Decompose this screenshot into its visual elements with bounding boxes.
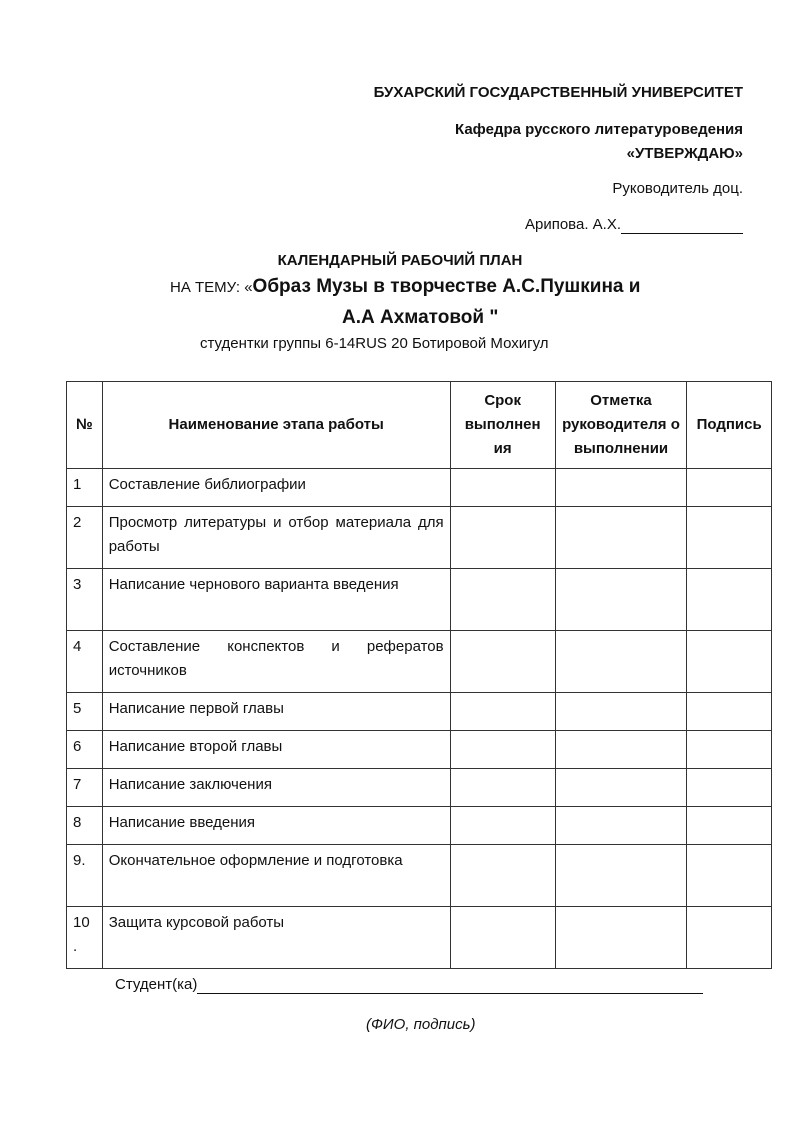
- row-srok-cell[interactable]: [450, 807, 555, 845]
- row-srok-cell[interactable]: [450, 907, 555, 969]
- approve-stamp: «УТВЕРЖДАЮ»: [626, 145, 743, 162]
- row-otmetka-cell[interactable]: [555, 569, 687, 631]
- row-num: 8: [67, 807, 103, 845]
- table-row: [67, 569, 772, 631]
- row-podpis-cell[interactable]: [687, 769, 772, 807]
- row-otmetka-cell[interactable]: [555, 631, 687, 693]
- row-num: 1: [67, 469, 103, 507]
- topic-prefix: НА ТЕМУ: «: [170, 279, 253, 296]
- table-row: [67, 907, 772, 969]
- university-name: БУХАРСКИЙ ГОСУДАРСТВЕННЫЙ УНИВЕРСИТЕТ: [373, 84, 743, 101]
- row-podpis-cell[interactable]: [687, 845, 772, 907]
- row-name: Написание заключения: [102, 769, 450, 807]
- row-otmetka-cell[interactable]: [555, 769, 687, 807]
- row-otmetka-cell[interactable]: [555, 469, 687, 507]
- table-row: [67, 845, 772, 907]
- row-num: 7: [67, 769, 103, 807]
- supervisor-name: Арипова. А.Х.: [524, 216, 621, 233]
- table-row: [67, 807, 772, 845]
- row-podpis-cell[interactable]: [687, 693, 772, 731]
- header-podpis: Подпись: [687, 382, 772, 469]
- row-num: 3: [67, 569, 103, 631]
- signature-underline: [621, 216, 743, 234]
- row-num: 4: [67, 631, 103, 693]
- row-num: 5: [67, 693, 103, 731]
- header-num: №: [67, 382, 103, 469]
- fio-hint: (ФИО, подпись): [366, 1016, 476, 1033]
- row-otmetka-cell[interactable]: [555, 507, 687, 569]
- work-plan-table: [66, 381, 772, 969]
- row-name: Написание первой главы: [102, 693, 450, 731]
- table-row: [67, 731, 772, 769]
- row-podpis-cell[interactable]: [687, 631, 772, 693]
- student-label: Студент(ка): [115, 976, 198, 993]
- topic-title-1: Образ Музы в творчестве А.С.Пушкина и: [252, 276, 641, 297]
- row-podpis-cell[interactable]: [687, 469, 772, 507]
- table-row: [67, 507, 772, 569]
- row-otmetka-cell[interactable]: [555, 807, 687, 845]
- table-row: [67, 631, 772, 693]
- row-srok-cell[interactable]: [450, 469, 555, 507]
- row-podpis-cell[interactable]: [687, 569, 772, 631]
- plan-title: КАЛЕНДАРНЫЙ РАБОЧИЙ ПЛАН: [277, 252, 523, 269]
- header-srok: Срок выполнен ия: [450, 382, 555, 469]
- table-row: [67, 693, 772, 731]
- department-name: Кафедра русского литературоведения: [454, 121, 743, 138]
- header-name: Наименование этапа работы: [102, 382, 450, 469]
- row-srok-cell[interactable]: [450, 631, 555, 693]
- row-otmetka-cell[interactable]: [555, 845, 687, 907]
- row-name: Защита курсовой работы: [102, 907, 450, 969]
- row-otmetka-cell[interactable]: [555, 907, 687, 969]
- student-underline[interactable]: [197, 976, 703, 994]
- row-srok-cell[interactable]: [450, 845, 555, 907]
- student-signature-line: [115, 976, 703, 994]
- row-podpis-cell[interactable]: [687, 507, 772, 569]
- row-srok-cell[interactable]: [450, 769, 555, 807]
- row-name: Составление конспектов и рефератов источников: [102, 631, 450, 693]
- row-name: Написание второй главы: [102, 731, 450, 769]
- row-srok-cell[interactable]: [450, 569, 555, 631]
- student-line: студентки группы 6-14RUS 20 Ботировой Мохигул: [200, 335, 549, 352]
- row-srok-cell[interactable]: [450, 731, 555, 769]
- row-num: 6: [67, 731, 103, 769]
- row-podpis-cell[interactable]: [687, 807, 772, 845]
- row-num: 10 .: [67, 907, 103, 969]
- supervisor-line: [525, 216, 743, 234]
- row-podpis-cell[interactable]: [687, 907, 772, 969]
- row-otmetka-cell[interactable]: [555, 731, 687, 769]
- header-otmetka: Отметка руководителя о выполнении: [555, 382, 687, 469]
- row-name: Окончательное оформление и подготовка: [102, 845, 450, 907]
- row-podpis-cell[interactable]: [687, 731, 772, 769]
- table-row: [67, 769, 772, 807]
- row-name: Написание чернового варианта введения: [102, 569, 450, 631]
- row-srok-cell[interactable]: [450, 693, 555, 731]
- row-num: 2: [67, 507, 103, 569]
- row-name: Написание введения: [102, 807, 450, 845]
- row-name: Просмотр литературы и отбор материала для работы: [102, 507, 450, 569]
- row-srok-cell[interactable]: [450, 507, 555, 569]
- topic-title-2: А.А Ахматовой ": [342, 307, 499, 328]
- topic-line-1: [170, 276, 640, 298]
- row-name: Составление библиографии: [102, 469, 450, 507]
- row-num: 9.: [67, 845, 103, 907]
- row-otmetka-cell[interactable]: [555, 693, 687, 731]
- table-header-row: [67, 382, 772, 469]
- table-row: [67, 469, 772, 507]
- supervisor-label: Руководитель доц.: [612, 180, 743, 197]
